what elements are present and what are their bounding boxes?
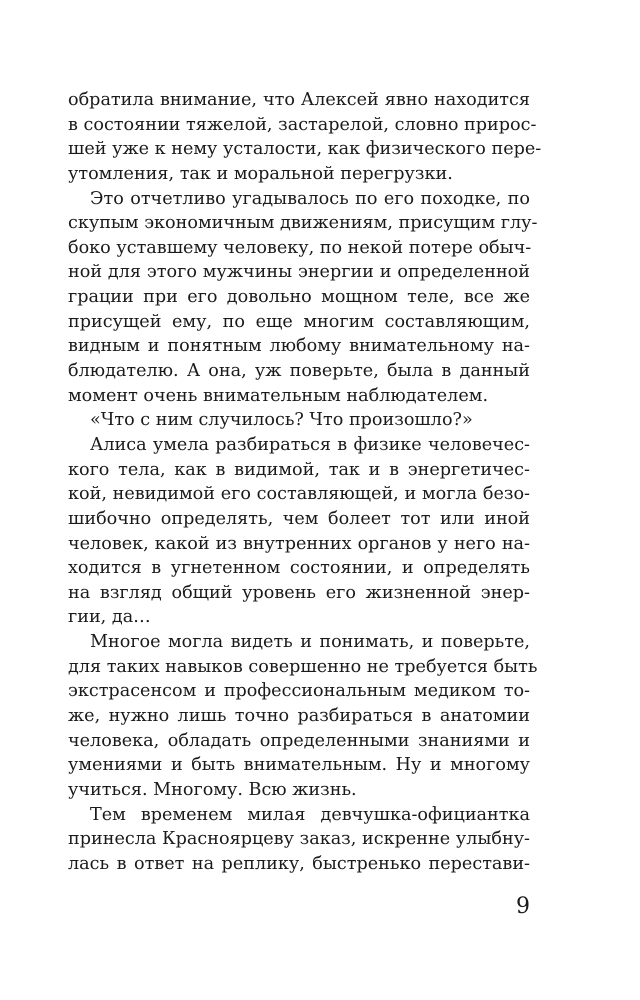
text-line: грации при его довольно мощном теле, все же — [68, 287, 530, 308]
text-line: гии, да… — [68, 607, 151, 628]
text-line: шибочно определять, чем болеет тот или иной — [68, 508, 530, 529]
text-line: блюдателю. А она, уж поверьте, была в данный — [68, 361, 530, 382]
text-line: ной для этого мужчины энергии и определенной — [68, 262, 530, 283]
paragraph-first-line: Тем временем милая девчушка-официантка — [90, 804, 530, 825]
text-line: умениями и быть внимательным. Ну и многому — [68, 755, 530, 776]
text-line: принесла Красноярцеву заказ, искренне улыбну- — [68, 829, 530, 850]
text-line: лась в ответ на реплику, быстренько перестави- — [68, 853, 530, 874]
text-line: экстрасенсом и профессиональным медиком то- — [68, 681, 530, 702]
text-line: утомления, так и моральной перегрузки. — [68, 163, 453, 184]
text-line: в состоянии тяжелой, застарелой, словно прирос- — [68, 114, 537, 135]
paragraph-first-line: Многое могла видеть и понимать, и поверьте, — [90, 632, 530, 653]
text-line: скупым экономичным движениям, присущим глу- — [68, 213, 538, 234]
paragraph-first-line: Это отчетливо угадывалось по его походке, по — [90, 188, 530, 209]
body-text — [68, 88, 542, 877]
text-line: человек, какой из внутренних органов у него на- — [68, 533, 530, 554]
text-line: на взгляд общий уровень его жизненной энер- — [68, 582, 530, 603]
text-line: момент очень внимательным наблюдателем. — [68, 385, 489, 406]
text-line: для таких навыков совершенно не требуется быть — [68, 656, 538, 677]
text-line: человека, обладать определенными знаниями и — [68, 730, 530, 751]
text-line: шей уже к нему усталости, как физического пере- — [68, 139, 542, 160]
text-line: видным и понятным любому внимательному на- — [68, 336, 530, 357]
paragraph-first-line: «Что с ним случилось? Что произошло?» — [90, 410, 473, 431]
text-line: обратила внимание, что Алексей явно находится — [68, 90, 530, 110]
paragraph-first-line: Алиса умела разбираться в физике человечес- — [90, 434, 530, 455]
text-line: присущей ему, по еще многим составляющим, — [68, 311, 530, 332]
text-line: же, нужно лишь точно разбираться в анатомии — [68, 706, 530, 727]
text-line: кого тела, как в видимой, так и в энергетичес- — [68, 459, 530, 480]
text-line: кой, невидимой его составляющей, и могла безо- — [68, 484, 530, 505]
text-line: боко уставшему человеку, по некой потере обыч- — [68, 237, 532, 258]
text-line: учиться. Многому. Всю жизнь. — [68, 779, 357, 800]
page-number: 9 — [516, 894, 530, 919]
text-line: ходится в угнетенном состоянии, и определять — [68, 558, 530, 579]
